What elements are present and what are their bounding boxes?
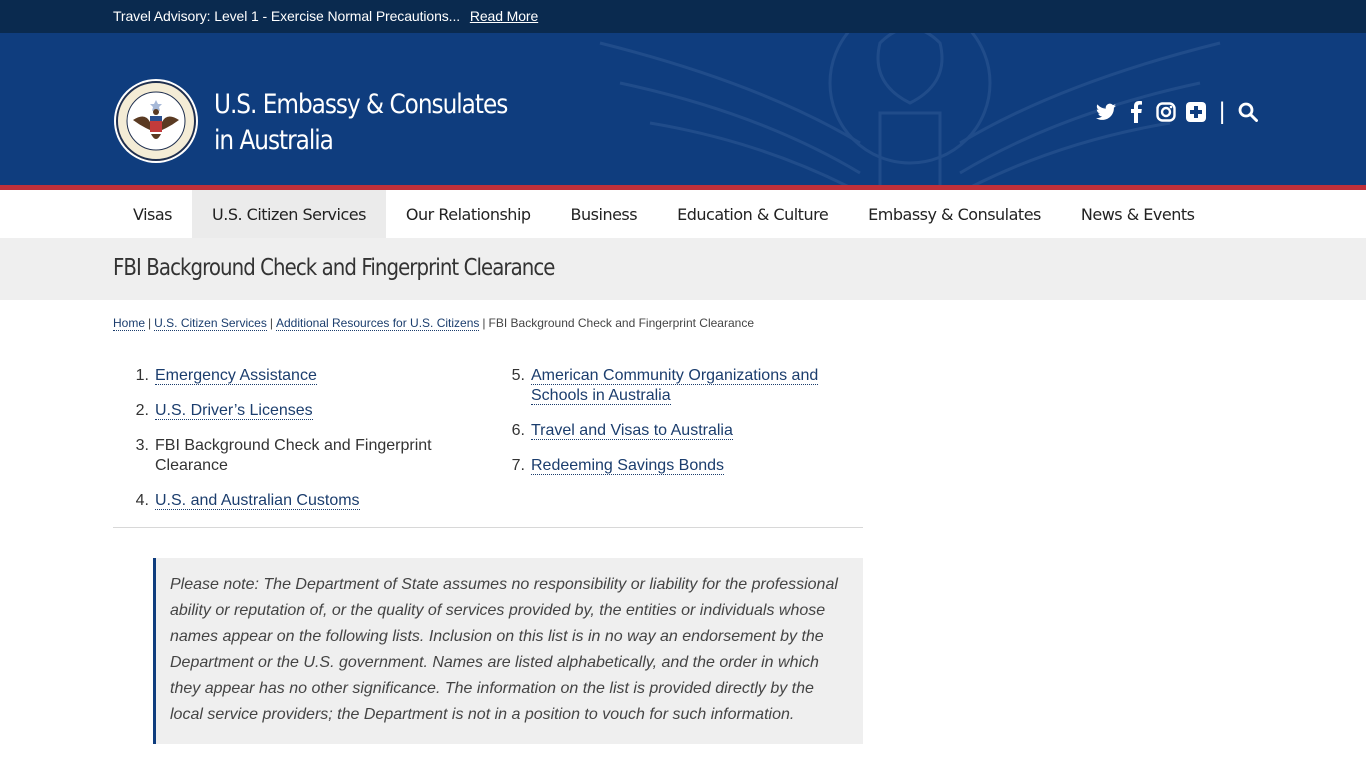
resource-list-column-1 [113,366,453,526]
site-title-line-2: in Australia [214,125,333,156]
twitter-icon[interactable] [1095,101,1117,123]
nav-item-education-culture[interactable]: Education & Culture [677,204,829,224]
nav-item-business[interactable]: Business [570,204,638,224]
list-item-number: 7. [511,457,525,474]
list-item-number: 3. [135,437,149,454]
link-redeeming-savings-bonds[interactable]: Redeeming Savings Bonds [531,457,725,474]
link-american-community-organizations[interactable]: American Community Organizations and Schools in Australia [531,367,819,404]
list-item-number: 2. [135,402,149,419]
site-title-line-1: U.S. Embassy & Consulates [214,89,508,120]
page-title-band [0,238,1366,300]
plus-square-icon[interactable] [1185,101,1207,123]
nav-item-our-relationship[interactable]: Our Relationship [405,204,531,224]
link-emergency-assistance[interactable]: Emergency Assistance [155,367,317,384]
nav-item-news-events[interactable]: News & Events [1080,204,1195,224]
site-header [0,33,1366,185]
breadcrumb-us-citizen-services[interactable]: U.S. Citizen Services [154,316,267,330]
nav-item-visas[interactable]: Visas [133,204,173,224]
link-us-drivers-licenses[interactable]: U.S. Driver’s Licenses [155,402,313,419]
list-item-number: 1. [135,367,149,384]
resource-list-column-2 [489,366,829,491]
breadcrumb-separator: | [482,316,486,330]
nav-item-embassy-consulates[interactable]: Embassy & Consulates [868,204,1041,224]
advisory-read-more-link[interactable]: Read More [469,8,539,24]
current-page-item: FBI Background Check and Fingerprint Clearance [155,437,432,474]
breadcrumb-home[interactable]: Home [113,316,146,330]
nav-item-us-citizen-services[interactable]: U.S. Citizen Services [192,190,386,238]
search-icon[interactable] [1237,101,1259,123]
breadcrumb-current: FBI Background Check and Fingerprint Clearance [488,316,754,330]
list-item [489,366,829,406]
list-item [113,491,453,511]
list-item [113,366,453,386]
department-of-state-seal-icon [113,78,199,164]
travel-advisory-bar [0,0,1366,33]
list-item-number: 4. [135,492,149,509]
disclaimer-text: Please note: The Department of State assumes no responsibility or liability for the professional ability or reputation of, or the quality of services provided by, the entities or individuals whose names appear on the following lists. Inclusion on this list is in no way an endorsement by the Department or the U.S. government. Names are listed alphabetically, and the order in which they appear has no other significance. The information on the list is provided directly by the local service providers; the Department is not in a position to vouch for such information. [170,576,838,723]
page-title: FBI Background Check and Fingerprint Clearance [113,255,555,281]
content-divider [113,527,863,528]
advisory-text: Travel Advisory: Level 1 - Exercise Normal Precautions... [113,8,461,24]
breadcrumb-separator: | [269,316,273,330]
instagram-icon[interactable] [1155,101,1177,123]
breadcrumb-additional-resources[interactable]: Additional Resources for U.S. Citizens [275,316,480,330]
disclaimer-note [153,558,863,744]
list-item [489,421,829,441]
list-item-number: 5. [511,367,525,384]
social-links [1095,99,1259,125]
facebook-icon[interactable] [1125,101,1147,123]
main-navigation [113,190,1214,238]
list-item [489,456,829,476]
site-title[interactable] [214,87,507,159]
list-item [113,436,453,476]
breadcrumb-separator: | [148,316,152,330]
list-item [113,401,453,421]
breadcrumb [113,316,754,330]
social-divider: | [1219,98,1226,125]
list-item-number: 6. [511,422,525,439]
link-us-australian-customs[interactable]: U.S. and Australian Customs [155,492,360,509]
link-travel-visas-australia[interactable]: Travel and Visas to Australia [531,422,733,439]
